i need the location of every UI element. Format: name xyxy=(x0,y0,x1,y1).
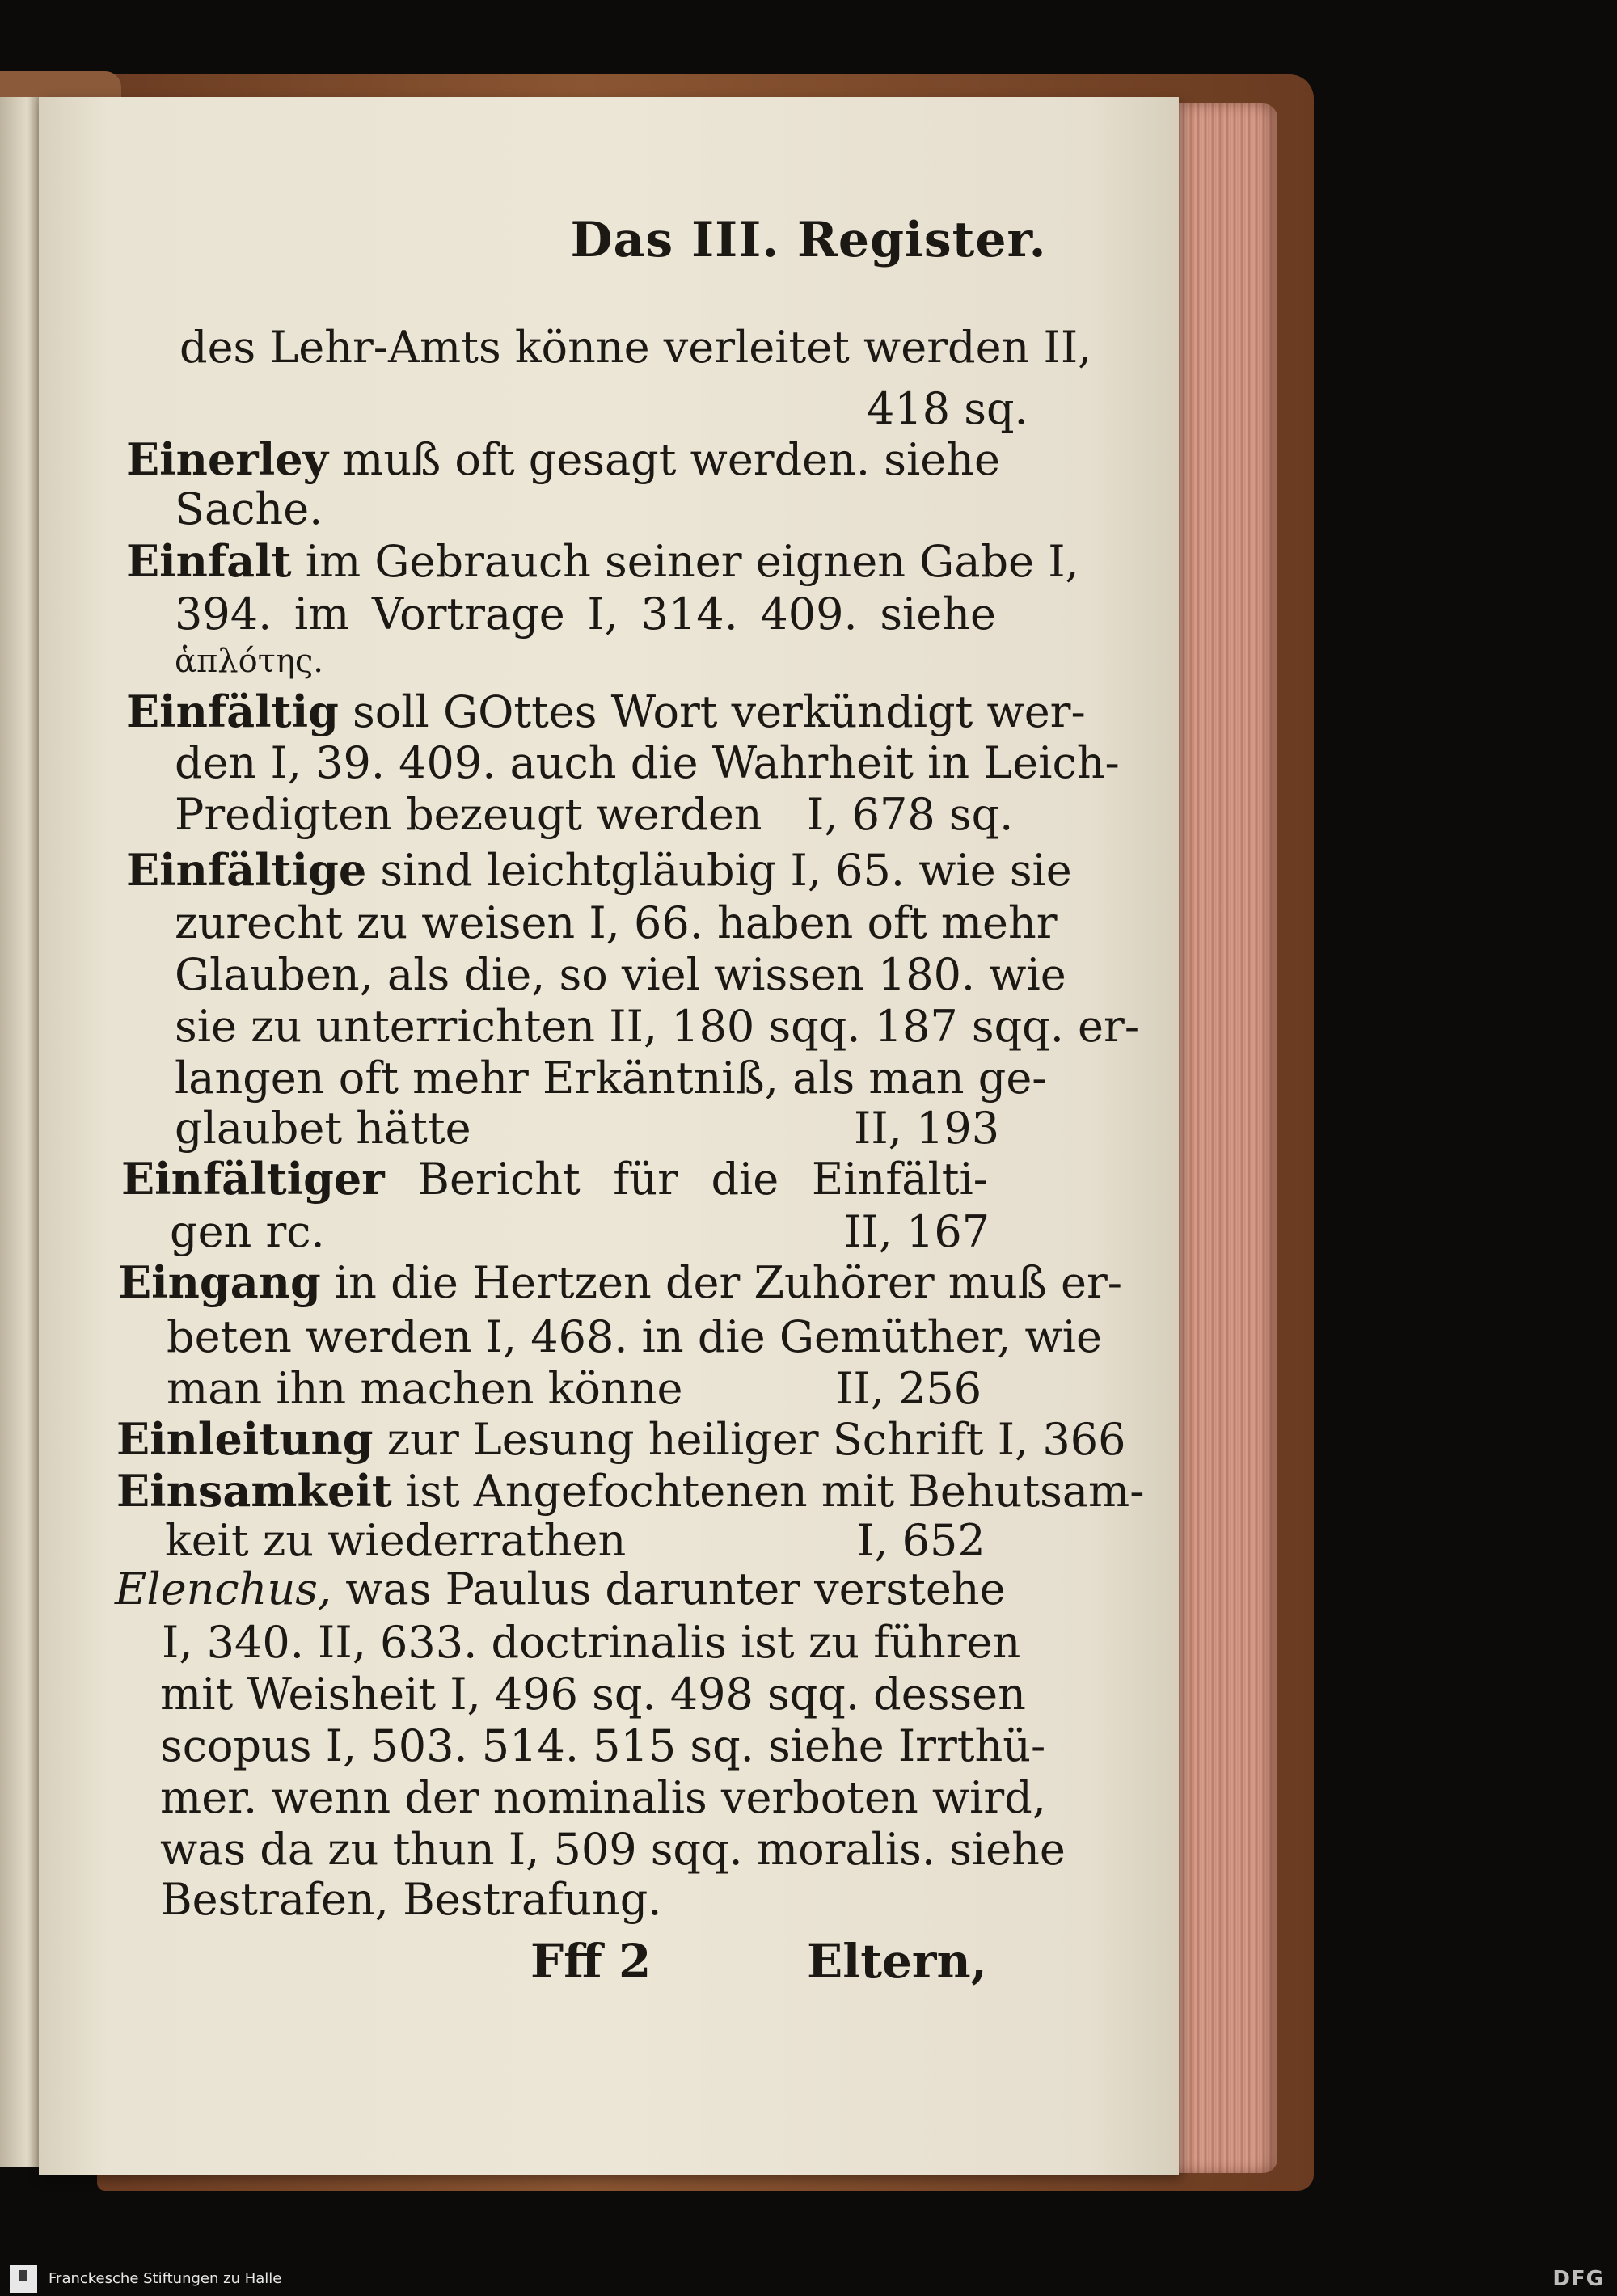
entry-line: den I, 39. 409. auch die Wahrheit in Leich- xyxy=(175,737,1120,788)
entry-line: was da zu thun I, 509 sqq. moralis. siehe xyxy=(160,1824,1066,1875)
headword: Einfalt xyxy=(126,535,292,587)
entry-line: 394. im Vortrage I, 314. 409. siehe xyxy=(175,589,996,639)
entry-headword-line: Einfältiger Bericht für die Einfälti- xyxy=(121,1153,988,1205)
entry-line: mit Weisheit I, 496 sq. 498 sqq. dessen xyxy=(160,1669,1026,1720)
headword: Eingang xyxy=(118,1256,321,1308)
entry-line: des Lehr-Amts könne verleitet werden II, xyxy=(179,322,1092,373)
entry-headword-line: Einfältige sind leichtgläubig I, 65. wie sie xyxy=(126,844,1072,896)
entry-headword-line: Einsamkeit ist Angefochtenen mit Behutsam- xyxy=(116,1465,1145,1517)
footer-institution: Franckesche Stiftungen zu Halle xyxy=(49,2270,282,2287)
headword: Elenchus, xyxy=(115,1564,332,1614)
entry-line: Bestrafen, Bestrafung. xyxy=(160,1874,662,1925)
catchword: Eltern, xyxy=(807,1934,987,1989)
entry-line: scopus I, 503. 514. 515 sq. siehe Irrthü- xyxy=(160,1720,1046,1771)
entry-line: Glauben, als die, so viel wissen 180. wie xyxy=(175,949,1066,1000)
entry-headword-line: Einfalt im Gebrauch seiner eignen Gabe I, xyxy=(126,535,1079,587)
headword: Einfältige xyxy=(126,844,367,896)
signature-mark: Fff 2 xyxy=(530,1934,652,1989)
entry-headword-line: Einleitung zur Lesung heiliger Schrift I, 366 xyxy=(116,1413,1126,1465)
entry-line: zurecht zu weisen I, 66. haben oft mehr xyxy=(175,897,1058,948)
entry-page-ref: II, 167 xyxy=(844,1206,990,1257)
entry-line: I, 340. II, 633. doctrinalis ist zu führen xyxy=(162,1617,1021,1668)
institution-logo-icon xyxy=(10,2265,37,2293)
entry-page-ref: II, 193 xyxy=(854,1103,1000,1154)
entry-line: langen oft mehr Erkäntniß, als man ge- xyxy=(175,1053,1047,1104)
dfg-logo: DFG xyxy=(1552,2267,1604,2291)
entry-line: mer. wenn der nominalis verboten wird, xyxy=(160,1772,1046,1823)
entry-line: beten werden I, 468. in die Gemüther, wie xyxy=(167,1311,1102,1362)
entry-headword-line: Einerley muß oft gesagt werden. siehe xyxy=(126,433,1000,485)
headword: Einleitung xyxy=(116,1413,374,1465)
headword: Einsamkeit xyxy=(116,1465,392,1517)
entry-headword-line: Eingang in die Hertzen der Zuhörer muß er- xyxy=(118,1256,1123,1308)
headword: Einerley xyxy=(126,433,328,485)
entry-line-greek: ἁπλότης. xyxy=(175,643,323,680)
headword: Einfältiger xyxy=(121,1153,385,1205)
entry-line: gen rc. xyxy=(170,1206,325,1257)
entry-page-ref: I, 652 xyxy=(857,1515,986,1566)
entry-line: Predigten bezeugt werden xyxy=(175,789,762,840)
entry-headword-line: Einfältig soll GOttes Wort verkündigt wer- xyxy=(126,686,1086,737)
entry-line: glaubet hätte xyxy=(175,1103,471,1154)
headword: Einfältig xyxy=(126,686,339,737)
entry-page-ref: I, 678 sq. xyxy=(807,789,1014,840)
entry-headword-line: Elenchus, was Paulus darunter verstehe xyxy=(115,1564,1006,1614)
entry-line: sie zu unterrichten II, 180 sqq. 187 sqq. er- xyxy=(175,1001,1140,1052)
entry-line: Sache. xyxy=(175,483,323,534)
running-header: Das III. Register. xyxy=(570,212,1047,268)
entry-line: keit zu wiederrathen xyxy=(165,1515,627,1566)
entry-line: man ihn machen könne xyxy=(167,1363,683,1414)
entry-page-ref: II, 256 xyxy=(836,1363,982,1414)
entry-page-ref: 418 sq. xyxy=(867,383,1028,434)
